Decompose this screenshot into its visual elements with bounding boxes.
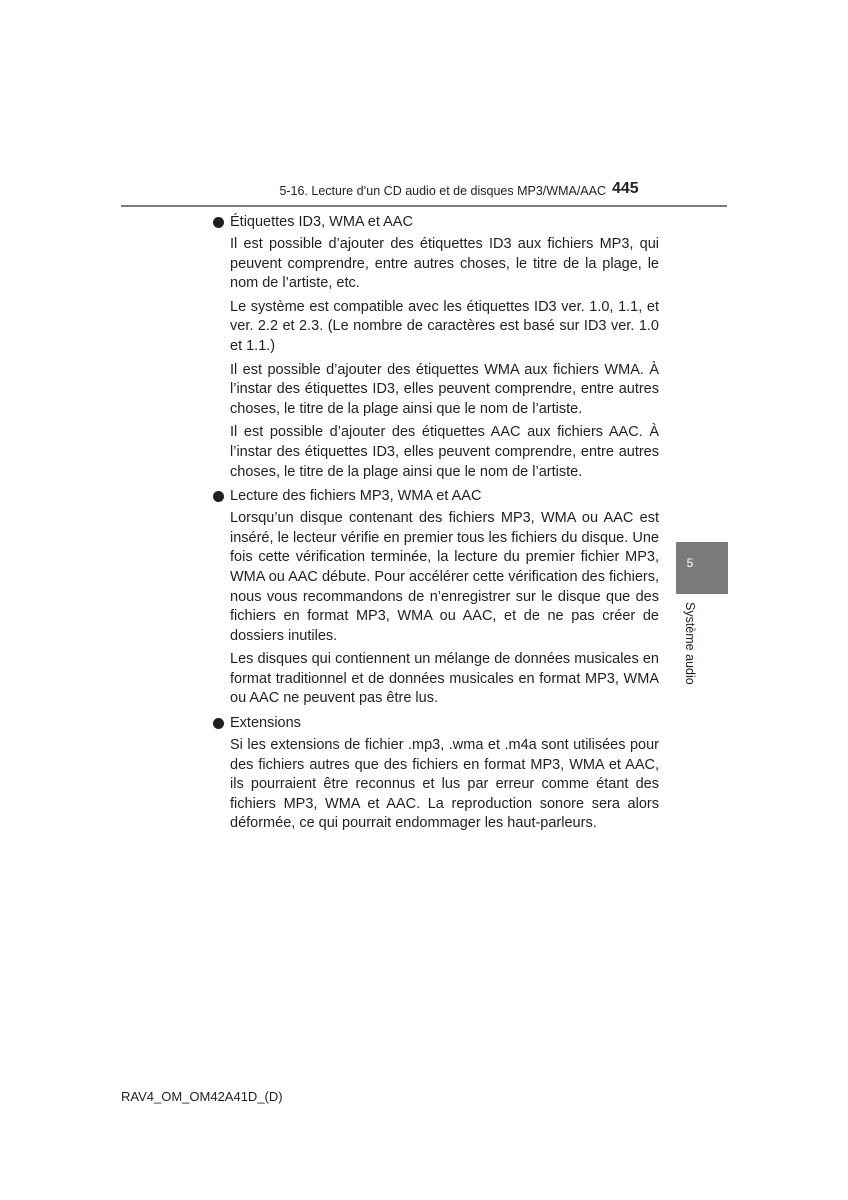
paragraph: Les disques qui contiennent un mélange de données musicales en format traditionnel et de données musicales en format MP3, WMA ou AAC ne peuvent pas être lus.: [230, 651, 659, 707]
section-extensions: [213, 713, 659, 834]
section-heading-text: Étiquettes ID3, WMA et AAC: [230, 214, 413, 230]
section-heading-text: Lecture des fichiers MP3, WMA et AAC: [230, 488, 482, 505]
footer-document-code: RAV4_OM_OM42A41D_(D): [121, 1089, 283, 1104]
section-id3-tags: [213, 212, 659, 482]
paragraph: Le système est compatible avec les étiquettes ID3 ver. 1.0, 1.1, et ver. 2.2 et 2.3. (Le nombre de caractères est basé sur ID3 ver. 1.0 et 1.1.): [230, 298, 659, 354]
section-file-playback: [213, 486, 659, 709]
paragraph: Lorsqu’un disque contenant des fichiers MP3, WMA ou AAC est inséré, le lecteur vérifie en premier tous les fichiers du disque. Une fois cette vérification terminée, la lecture du premier fichier MP3, WMA ou AAC débute. Pour accélérer cette vérification des fichiers, nous vous recommandons de n’enregistrer sur le disque que des fichiers en format MP3, WMA ou AAC, et de ne pas créer de dossiers inutiles.: [230, 510, 659, 644]
bullet-icon: [213, 718, 224, 729]
paragraph: Il est possible d’ajouter des étiquettes WMA aux fichiers WMA. À l’instar des étiquettes ID3, elles peuvent comprendre, entre autres choses, le titre de la plage ainsi que le nom de l’artiste.: [230, 361, 659, 417]
paragraph: Si les extensions de fichier .mp3, .wma et .m4a sont utilisées pour des fichiers autres que des fichiers en format MP3, WMA et AAC, ils pourraient être reconnus et lus par erreur comme étant des fichiers MP3, WMA et AAC. La reproduction sonore sera alors déformée, ce qui pourrait endommager les haut-parleurs.: [230, 737, 659, 832]
section-heading: [213, 212, 659, 232]
paragraph: Il est possible d’ajouter des étiquettes ID3 aux fichiers MP3, qui peuvent comprendre, entre autres choses, le titre de la plage, le nom de l’artiste, etc.: [230, 236, 659, 292]
page-content: [213, 212, 659, 838]
section-heading: [213, 486, 659, 506]
header-divider: [121, 205, 727, 207]
bullet-icon: [213, 491, 224, 502]
bullet-icon: [213, 217, 224, 228]
section-header-title: 5-16. Lecture d’un CD audio et de disques MP3/WMA/AAC: [279, 184, 606, 198]
page-number: 445: [612, 180, 639, 197]
section-heading: [213, 713, 659, 733]
chapter-label: Système audio: [683, 602, 697, 685]
chapter-tab: [676, 542, 728, 594]
paragraph: Il est possible d’ajouter des étiquettes AAC aux fichiers AAC. À l’instar des étiquettes ID3, elles peuvent comprendre, entre autres choses, le titre de la plage ainsi que le nom de l’artiste.: [230, 424, 659, 480]
chapter-number: 5: [686, 556, 694, 570]
section-heading-text: Extensions: [230, 715, 301, 732]
